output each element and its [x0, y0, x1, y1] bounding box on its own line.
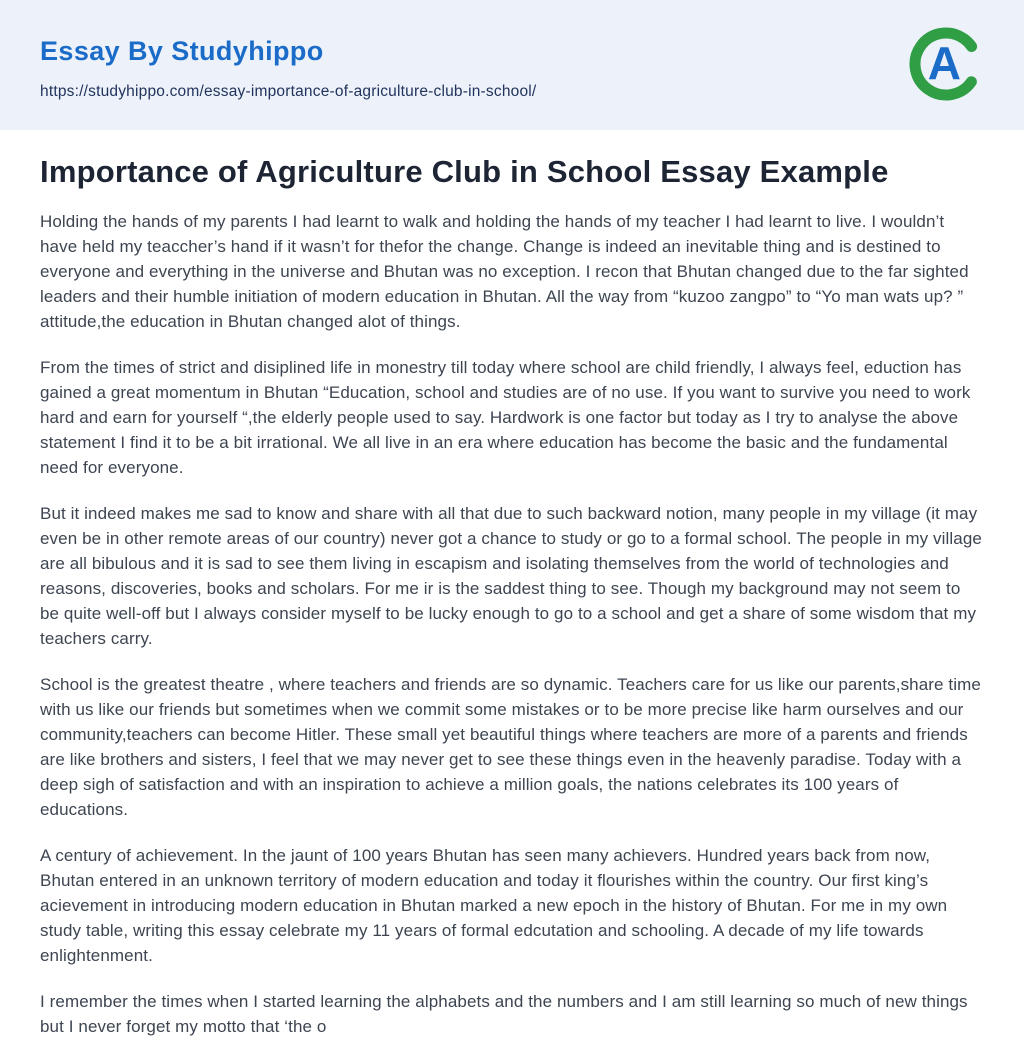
- essay-paragraph: From the times of strict and disiplined life in monestry till today where school are child friendly, I always feel, eduction has gained a great momentum in Bhutan “Education, school and studies are of no use. If you want to survive you need to work hard and earn for yourself “,the elderly people used to say. Hardwork is one factor but today as I try to analyse the above statement I find it to be a bit irrational. We all live in an era where education has become the basic and the fundamental need for everyone.: [40, 357, 971, 477]
- essay-paragraph: I remember the times when I started learning the alphabets and the numbers and I am still learning so much of new things but I never forget my motto that ‘the o: [40, 991, 968, 1036]
- essay-paragraph: But it indeed makes me sad to know and share with all that due to such backward notion, many people in my village (it may even be in other remote areas of our country) never got a chance to study or go to a formal school. The people in my village are all bibulous and it is sad to see them living in escapism and isolating themselves from the world of technologies and reasons, discoveries, books and scholars. For me ir is the saddest thing to see. Though my background may not seem to be quite well-off but I always consider myself to be lucky enough to go to a school and get a share of some wisdom that my teachers carry.: [40, 503, 982, 648]
- page-header: [0, 0, 1024, 130]
- studyhippo-logo[interactable]: [908, 26, 984, 102]
- site-title: Essay By Studyhippo: [40, 36, 324, 66]
- article-title: Importance of Agriculture Club in School Essay Example: [40, 154, 889, 189]
- essay-url-link[interactable]: https://studyhippo.com/essay-importance-of-agriculture-club-in-school/: [40, 83, 537, 100]
- logo-letter-a: A: [927, 37, 961, 90]
- essay-paragraph: Holding the hands of my parents I had learnt to walk and holding the hands of my teacher I had learnt to live. I wouldn’t have held my teaccher’s hand if it wasn’t for thefor the change. Change is indeed an inevitable thing and is destined to everyone and everything in the universe and Bhutan was no exception. I recon that Bhutan changed due to the far sighted leaders and their humble initiation of modern education in Bhutan. All the way from “kuzoo zangpo” to “Yo man wats up? ” attitude,the education in Bhutan changed alot of things.: [40, 211, 969, 331]
- article: [0, 130, 1024, 1039]
- essay-body: [40, 209, 984, 1039]
- essay-paragraph: A century of achievement. In the jaunt of 100 years Bhutan has seen many achievers. Hundred years back from now, Bhutan entered in an unknown territory of modern education and today it flourishes within the country. Our first king’s acievement in introducing modern education in Bhutan marked a new epoch in the history of Bhutan. For me in my own study table, writing this essay celebrate my 11 years of formal edcutation and schooling. A decade of my life towards enlightenment.: [40, 845, 948, 965]
- essay-paragraph: School is the greatest theatre , where teachers and friends are so dynamic. Teachers care for us like our parents,share time with us like our friends but sometimes when we commit some mistakes or to be more precise like harm ourselves and our community,teachers can become Hitler. These small yet beautiful things where teachers are more of a parents and friends are like brothers and sisters, I feel that we may never get to see these things even in the heavenly paradise. Today with a deep sigh of satisfaction and with an inspiration to achieve a million goals, the nations celebrates its 100 years of educations.: [40, 674, 981, 819]
